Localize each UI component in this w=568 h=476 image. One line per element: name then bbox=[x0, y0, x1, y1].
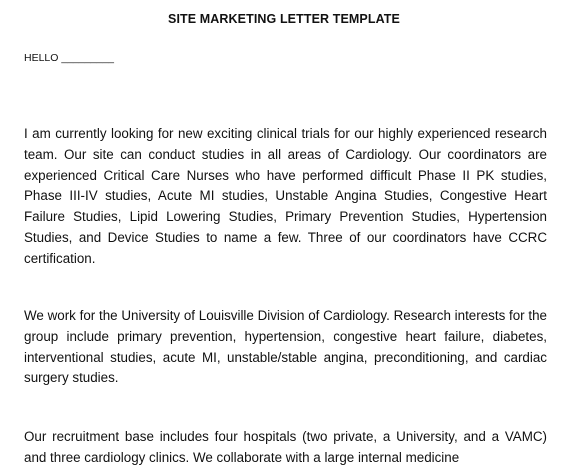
paragraph-intro: I am currently looking for new exciting clinical trials for our highly experienced research team. Our site can conduct studies in all areas of Cardiology. Our coordinators are experienced Critical Care Nurses who have performed difficult Phase II PK studies, Phase III-IV studies, Acute MI studies, Unstable Angina Studies, Congestive Heart Failure Studies, Lipid Lowering Studies, Primary Prevention Studies, Hypertension Studies, and Device Studies to name a few. Three of our coordinators have CCRC certification. bbox=[24, 126, 547, 266]
paragraph-university: We work for the University of Louisville Division of Cardiology. Research interests for the group include primary prevention, hypertension, congestive heart failure, diabetes, interventional studies, acute MI, unstable/stable angina, preconditioning, and cardiac surgery studies. bbox=[24, 308, 547, 386]
document-title: SITE MARKETING LETTER TEMPLATE bbox=[168, 12, 400, 26]
greeting-line: HELLO _________ bbox=[24, 52, 114, 64]
paragraph-recruitment: Our recruitment base includes four hospitals (two private, a University, and a VAMC) and three cardiology clinics. We collaborate with a large internal medicine bbox=[24, 429, 547, 465]
